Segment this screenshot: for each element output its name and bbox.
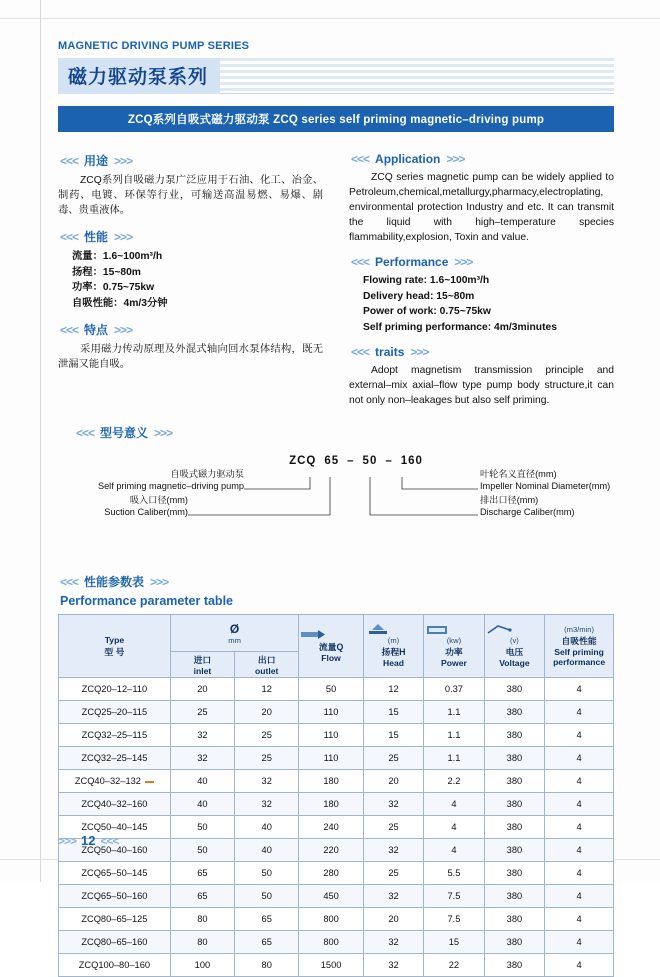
heading-model-meaning-label: 型号意义 bbox=[100, 426, 149, 440]
cell-inlet: 65 bbox=[170, 862, 234, 885]
col-voltage-cn: 电压 bbox=[505, 647, 524, 657]
model-label-left-bottom-en: Suction Caliber(mm) bbox=[104, 506, 188, 517]
chevron-left-icon: <<< bbox=[351, 345, 370, 359]
cell-voltage: 380 bbox=[484, 839, 545, 862]
cell-power: 2.2 bbox=[424, 770, 484, 793]
chevron-right-icon: >>> bbox=[114, 323, 133, 337]
chevron-left-icon: <<< bbox=[351, 255, 370, 269]
application-body: ZCQ series magnetic pump can be widely applied to Petroleum,chemical,metallurgy,pharmacy,electroplating, environmental protection Industry and etc. It can transmit the liquid with high–temperature species flammability,explosion, Toxin and value. bbox=[349, 172, 614, 243]
model-part-suction: 65 bbox=[324, 455, 340, 467]
cell-voltage: 380 bbox=[484, 954, 545, 977]
col-type bbox=[59, 615, 171, 678]
col-flow-en: Flow bbox=[321, 653, 341, 663]
cell-self: 4 bbox=[545, 839, 614, 862]
heading-traits-en-label: traits bbox=[375, 345, 405, 359]
cell-voltage: 380 bbox=[484, 931, 545, 954]
series-title-en: MAGNETIC DRIVING PUMP SERIES bbox=[58, 40, 250, 52]
col-type-en: Type bbox=[104, 634, 125, 645]
cell-voltage: 380 bbox=[484, 678, 545, 701]
cell-inlet: 80 bbox=[170, 908, 234, 931]
cell-type: ZCQ80–65–160 bbox=[59, 931, 171, 954]
cell-power: 4 bbox=[424, 793, 484, 816]
cell-head: 32 bbox=[363, 839, 423, 862]
cell-flow: 180 bbox=[299, 770, 363, 793]
cell-head: 25 bbox=[363, 816, 423, 839]
power-icon bbox=[425, 624, 449, 636]
model-label-left-top bbox=[58, 469, 244, 492]
chevron-right-icon: >>> bbox=[410, 345, 429, 359]
series-banner-texture bbox=[220, 58, 614, 94]
cell-head: 25 bbox=[363, 747, 423, 770]
page-content bbox=[58, 40, 614, 977]
cell-head: 15 bbox=[363, 724, 423, 747]
cell-type: ZCQ40–32–132 bbox=[59, 770, 171, 793]
table-row bbox=[59, 839, 614, 862]
table-row bbox=[59, 954, 614, 977]
cell-self: 4 bbox=[545, 862, 614, 885]
cell-outlet: 25 bbox=[235, 724, 299, 747]
chevron-left-icon: <<< bbox=[60, 230, 79, 244]
chevron-left-icon: <<< bbox=[60, 323, 79, 337]
cell-type: ZCQ20–12–110 bbox=[59, 678, 171, 701]
list-item: Self priming performance: 4m/3minutes bbox=[363, 321, 557, 333]
cell-power: 4 bbox=[424, 816, 484, 839]
model-label-left-bottom bbox=[58, 495, 188, 518]
cell-self: 4 bbox=[545, 908, 614, 931]
col-head-en: Head bbox=[382, 658, 404, 668]
col-flow bbox=[299, 615, 363, 678]
cell-type: ZCQ40–32–160 bbox=[59, 793, 171, 816]
heading-perf-table-en: Performance parameter table bbox=[60, 594, 233, 608]
cell-self: 4 bbox=[545, 770, 614, 793]
table-row bbox=[59, 862, 614, 885]
page-footer bbox=[58, 833, 119, 848]
col-voltage-en: Voltage bbox=[499, 658, 530, 668]
list-item: Flowing rate: 1.6~100m³/h bbox=[363, 275, 490, 286]
cell-type: ZCQ32–25–115 bbox=[59, 724, 171, 747]
heading-application-label: Application bbox=[375, 152, 441, 166]
table-row bbox=[59, 770, 614, 793]
power-unit: (kw) bbox=[446, 636, 462, 645]
cell-flow: 110 bbox=[299, 724, 363, 747]
series-title-cn-banner bbox=[58, 58, 614, 94]
cell-head: 20 bbox=[363, 908, 423, 931]
col-outlet-cn: 出口 bbox=[257, 655, 276, 665]
cell-outlet: 50 bbox=[235, 885, 299, 908]
model-label-right-bottom-cn: 排出口径(mm) bbox=[480, 495, 539, 505]
cell-self: 4 bbox=[545, 793, 614, 816]
cell-type: ZCQ32–25–145 bbox=[59, 747, 171, 770]
chevron-right-icon: >>> bbox=[114, 230, 133, 244]
heading-traits-cn bbox=[60, 321, 323, 338]
cell-inlet: 65 bbox=[170, 885, 234, 908]
cell-outlet: 32 bbox=[235, 793, 299, 816]
table-body bbox=[59, 678, 614, 977]
cell-inlet: 32 bbox=[170, 747, 234, 770]
col-head bbox=[363, 615, 423, 678]
cell-voltage: 380 bbox=[484, 724, 545, 747]
series-title-cn: 磁力驱动泵系列 bbox=[58, 58, 220, 94]
cell-outlet: 50 bbox=[235, 862, 299, 885]
cell-self: 4 bbox=[545, 701, 614, 724]
cell-self: 4 bbox=[545, 678, 614, 701]
col-voltage bbox=[484, 615, 545, 678]
performance-en-list bbox=[349, 273, 614, 335]
model-label-right-top-cn: 叶轮名义直径(mm) bbox=[480, 469, 557, 479]
row-marker bbox=[145, 781, 154, 783]
chevron-left-icon: <<< bbox=[60, 154, 79, 168]
cell-self: 4 bbox=[545, 724, 614, 747]
heading-perf-table-label: 性能参数表 bbox=[84, 575, 145, 589]
table-row bbox=[59, 816, 614, 839]
list-item: 流量：1.6~100m³/h bbox=[72, 251, 163, 262]
cell-voltage: 380 bbox=[484, 862, 545, 885]
cell-inlet: 50 bbox=[170, 839, 234, 862]
model-label-right-top bbox=[480, 469, 620, 492]
model-meaning-diagram bbox=[58, 455, 614, 563]
model-label-right-bottom-en: Discharge Caliber(mm) bbox=[480, 506, 575, 517]
heading-use bbox=[60, 152, 323, 169]
cell-power: 1.1 bbox=[424, 724, 484, 747]
cell-flow: 280 bbox=[299, 862, 363, 885]
cell-type: ZCQ65–50–160 bbox=[59, 885, 171, 908]
chevron-left-icon: <<< bbox=[76, 426, 95, 440]
heading-application bbox=[351, 152, 614, 166]
col-diameter-group bbox=[170, 615, 299, 652]
cell-power: 4 bbox=[424, 839, 484, 862]
cell-power: 5.5 bbox=[424, 862, 484, 885]
heading-traits-cn-label: 特点 bbox=[84, 323, 109, 337]
heading-traits-en bbox=[351, 345, 614, 359]
heading-perf-table bbox=[60, 573, 614, 590]
cell-outlet: 40 bbox=[235, 816, 299, 839]
cell-power: 15 bbox=[424, 931, 484, 954]
model-part-discharge: 50 bbox=[362, 455, 378, 467]
cell-inlet: 40 bbox=[170, 770, 234, 793]
col-type-cn: 型 号 bbox=[104, 646, 125, 657]
cell-flow: 800 bbox=[299, 931, 363, 954]
footer-right-arrows: <<< bbox=[100, 834, 119, 848]
use-body: ZCQ系列自吸磁力泵广泛应用于石油、化工、冶金、制药、电镀、环保等行业，可输送高温易燃、易爆、剧毒、贵重液体。 bbox=[58, 175, 323, 216]
head-unit: (m) bbox=[387, 636, 400, 645]
cell-inlet: 100 bbox=[170, 954, 234, 977]
performance-cn-list bbox=[58, 249, 323, 311]
chevron-right-icon: >>> bbox=[154, 426, 173, 440]
heading-performance-en bbox=[351, 255, 614, 269]
model-label-left-top-cn: 自吸式磁力驱动泵 bbox=[170, 469, 244, 479]
page-number: 12 bbox=[81, 833, 96, 848]
diameter-symbol: Ø bbox=[229, 621, 240, 636]
table-row bbox=[59, 747, 614, 770]
model-part-impeller: 160 bbox=[400, 455, 423, 467]
heading-performance-cn-label: 性能 bbox=[84, 230, 109, 244]
chevron-left-icon: <<< bbox=[60, 575, 79, 589]
cell-flow: 1500 bbox=[299, 954, 363, 977]
model-label-left-bottom-cn: 吸入口径(mm) bbox=[129, 495, 188, 505]
cell-inlet: 32 bbox=[170, 724, 234, 747]
cell-voltage: 380 bbox=[484, 885, 545, 908]
cell-type: ZCQ50–40–160 bbox=[59, 839, 171, 862]
cell-type: ZCQ80–65–125 bbox=[59, 908, 171, 931]
self-priming-en: Self priming performance bbox=[553, 647, 606, 667]
table-row bbox=[59, 701, 614, 724]
cell-head: 25 bbox=[363, 862, 423, 885]
cell-power: 7.5 bbox=[424, 908, 484, 931]
cell-power: 1.1 bbox=[424, 701, 484, 724]
cell-voltage: 380 bbox=[484, 701, 545, 724]
table-row bbox=[59, 678, 614, 701]
cell-voltage: 380 bbox=[484, 793, 545, 816]
table-row bbox=[59, 724, 614, 747]
col-head-cn: 扬程H bbox=[381, 647, 406, 657]
cell-voltage: 380 bbox=[484, 747, 545, 770]
heading-performance-cn bbox=[60, 228, 323, 245]
table-row bbox=[59, 793, 614, 816]
col-power bbox=[424, 615, 484, 678]
table-row bbox=[59, 908, 614, 931]
cell-head: 15 bbox=[363, 701, 423, 724]
cell-flow: 110 bbox=[299, 747, 363, 770]
cell-inlet: 25 bbox=[170, 701, 234, 724]
traits-cn-body: 采用磁力传动原理及外混式轴向回水泵体结构，既无泄漏又能自吸。 bbox=[58, 344, 323, 370]
cell-inlet: 50 bbox=[170, 816, 234, 839]
cell-voltage: 380 bbox=[484, 770, 545, 793]
cell-type: ZCQ25–20–115 bbox=[59, 701, 171, 724]
chevron-left-icon: <<< bbox=[351, 152, 370, 166]
cell-flow: 800 bbox=[299, 908, 363, 931]
heading-performance-en-label: Performance bbox=[375, 255, 449, 269]
two-column-body bbox=[58, 142, 614, 410]
performance-table bbox=[58, 614, 614, 977]
table-row bbox=[59, 885, 614, 908]
model-label-right-top-en: Impeller Nominal Diameter(mm) bbox=[480, 480, 611, 491]
model-label-left-top-en: Self priming magnetic–driving pump bbox=[97, 480, 244, 491]
cell-head: 32 bbox=[363, 931, 423, 954]
model-dash-2: – bbox=[385, 455, 393, 467]
col-inlet-en: inlet bbox=[193, 666, 212, 676]
model-label-right-bottom bbox=[480, 495, 620, 518]
col-inlet-cn: 进口 bbox=[193, 655, 212, 665]
table-header bbox=[59, 615, 614, 678]
voltage-unit: (v) bbox=[509, 636, 519, 645]
cell-self: 4 bbox=[545, 931, 614, 954]
cell-power: 7.5 bbox=[424, 885, 484, 908]
cell-outlet: 80 bbox=[235, 954, 299, 977]
chevron-right-icon: >>> bbox=[150, 575, 169, 589]
cell-power: 1.1 bbox=[424, 747, 484, 770]
column-chinese bbox=[58, 142, 323, 410]
voltage-icon bbox=[486, 624, 512, 636]
head-icon bbox=[365, 624, 391, 636]
top-divider bbox=[0, 18, 660, 19]
cell-outlet: 40 bbox=[235, 839, 299, 862]
col-self-priming bbox=[545, 615, 614, 678]
section-title-bar: ZCQ系列自吸式磁力驱动泵 ZCQ series self priming magnetic–driving pump bbox=[58, 106, 614, 132]
cell-flow: 450 bbox=[299, 885, 363, 908]
cell-flow: 110 bbox=[299, 701, 363, 724]
col-flow-cn: 流量Q bbox=[318, 642, 344, 652]
table-header-row-top bbox=[59, 615, 614, 652]
diameter-unit: mm bbox=[228, 635, 241, 645]
cell-power: 0.37 bbox=[424, 678, 484, 701]
model-dash-1: – bbox=[347, 455, 355, 467]
column-english bbox=[349, 142, 614, 410]
cell-self: 4 bbox=[545, 747, 614, 770]
cell-flow: 220 bbox=[299, 839, 363, 862]
traits-en-body: Adopt magnetism transmission principle and external–mix axial–flow type pump body structure,it can not only non–leakages but also self priming. bbox=[349, 365, 614, 406]
chevron-right-icon: >>> bbox=[114, 154, 133, 168]
cell-inlet: 40 bbox=[170, 793, 234, 816]
flow-icon bbox=[300, 629, 326, 640]
cell-outlet: 65 bbox=[235, 931, 299, 954]
chevron-right-icon: >>> bbox=[454, 255, 473, 269]
cell-head: 12 bbox=[363, 678, 423, 701]
cell-flow: 50 bbox=[299, 678, 363, 701]
col-outlet bbox=[235, 652, 299, 678]
cell-voltage: 380 bbox=[484, 816, 545, 839]
heading-use-label: 用途 bbox=[84, 154, 109, 168]
col-inlet bbox=[170, 652, 234, 678]
table-row bbox=[59, 931, 614, 954]
list-item: Power of work: 0.75~75kw bbox=[363, 306, 491, 317]
cell-self: 4 bbox=[545, 954, 614, 977]
list-item: 功率：0.75~75kw bbox=[72, 282, 155, 293]
cell-outlet: 32 bbox=[235, 770, 299, 793]
heading-model-meaning bbox=[76, 424, 614, 441]
list-item: 自吸性能：4m/3分钟 bbox=[72, 297, 168, 309]
self-priming-cn: 自吸性能 bbox=[561, 636, 597, 646]
cell-type: ZCQ100–80–160 bbox=[59, 954, 171, 977]
cell-outlet: 65 bbox=[235, 908, 299, 931]
cell-flow: 180 bbox=[299, 793, 363, 816]
col-power-cn: 功率 bbox=[445, 647, 463, 657]
cell-inlet: 80 bbox=[170, 931, 234, 954]
col-power-en: Power bbox=[441, 658, 467, 668]
self-priming-unit: (m3/min) bbox=[564, 625, 595, 634]
cell-outlet: 20 bbox=[235, 701, 299, 724]
cell-power: 22 bbox=[424, 954, 484, 977]
footer-left-arrows: >>> bbox=[58, 834, 77, 848]
cell-head: 32 bbox=[363, 885, 423, 908]
cell-head: 32 bbox=[363, 954, 423, 977]
cell-outlet: 25 bbox=[235, 747, 299, 770]
cell-type: ZCQ65–50–145 bbox=[59, 862, 171, 885]
chevron-right-icon: >>> bbox=[446, 152, 465, 166]
cell-voltage: 380 bbox=[484, 908, 545, 931]
cell-head: 32 bbox=[363, 793, 423, 816]
list-item: Delivery head: 15~80m bbox=[363, 290, 475, 302]
cell-flow: 240 bbox=[299, 816, 363, 839]
cell-inlet: 20 bbox=[170, 678, 234, 701]
cell-self: 4 bbox=[545, 816, 614, 839]
col-outlet-en: outlet bbox=[255, 666, 279, 676]
cell-outlet: 12 bbox=[235, 678, 299, 701]
left-divider bbox=[40, 0, 41, 882]
cell-head: 20 bbox=[363, 770, 423, 793]
model-part-prefix: ZCQ bbox=[289, 455, 317, 467]
cell-type: ZCQ50–40–145 bbox=[59, 816, 171, 839]
model-code bbox=[98, 455, 614, 467]
cell-self: 4 bbox=[545, 885, 614, 908]
list-item: 扬程：15~80m bbox=[72, 266, 141, 278]
